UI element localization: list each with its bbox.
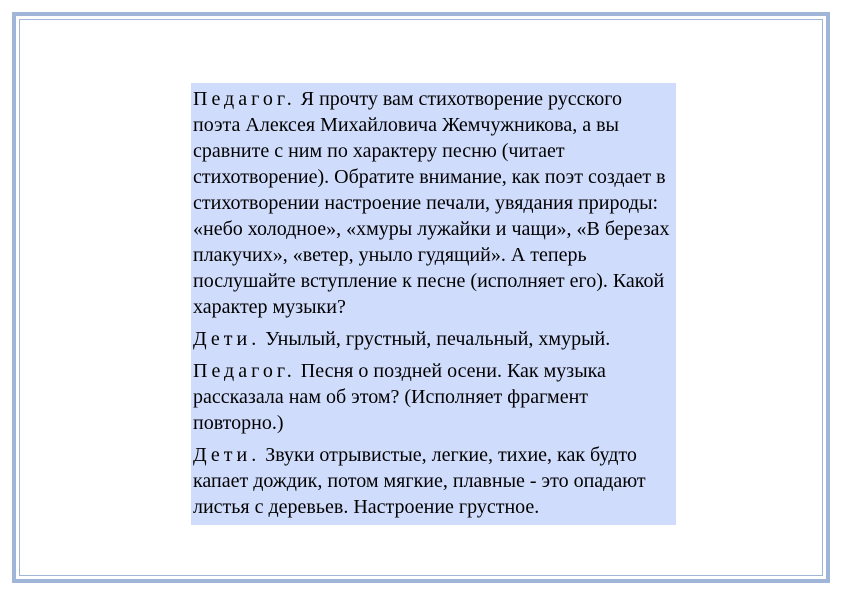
dialogue-paragraph-children-1	[193, 326, 672, 352]
dialogue-paragraph-children-2	[193, 442, 672, 520]
dialogue-text-box	[191, 83, 676, 525]
paragraph-text: Звуки отрывистые, легкие, тихие, как будто капает дождик, потом мягкие, плавные - это опадают листья с деревьев. Настроение грустное.	[193, 444, 646, 518]
dialogue-paragraph-teacher-2	[193, 358, 672, 436]
speaker-label: Дети.	[193, 328, 261, 350]
dialogue-paragraph-teacher-1	[193, 86, 672, 320]
speaker-label: Дети.	[193, 444, 261, 466]
speaker-label: Педагог.	[193, 88, 296, 110]
paragraph-text: Песня о поздней осени. Как музыка рассказала нам об этом? (Исполняет фрагмент повторно.)	[193, 360, 606, 434]
speaker-label: Педагог.	[193, 360, 296, 382]
paragraph-text: Я прочту вам стихотворение русского поэта Алексея Михайловича Жемчужникова, а вы сравните с ним по характеру песню (читает стихотворение). Обратите внимание, как поэт создает в стихотворении настроение печали, увядания природы: «небо холодное», «хмуры лужайки и чащи», «В березах плакучих», «ветер, уныло гудящий». А теперь послушайте вступление к песне (исполняет его). Какой характер музыки?	[193, 88, 670, 318]
paragraph-text: Унылый, грустный, печальный, хмурый.	[260, 328, 611, 350]
